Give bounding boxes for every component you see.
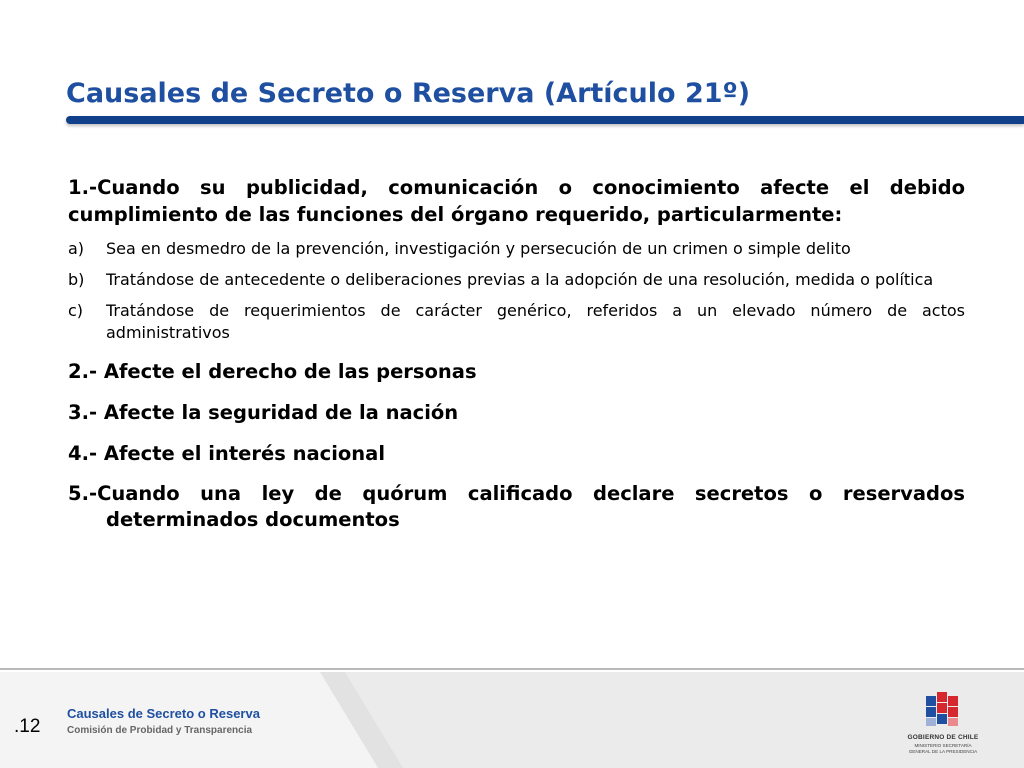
title-underline-bar: [66, 116, 1024, 124]
logo-text-line3: GENERAL DE LA PRESIDENCIA: [908, 748, 978, 754]
point-5: 5.-Cuando una ley de quórum calificado declare secretos o reservados determinados documentos: [68, 482, 965, 531]
logo-text-gobierno: GOBIERNO DE CHILE: [907, 734, 979, 741]
logo-text-ministerio: [902, 743, 984, 754]
point-4: 4.- Afecte el interés nacional: [68, 442, 386, 465]
sub-item-b: [68, 269, 965, 291]
point-2: 2.- Afecte el derecho de las personas: [68, 360, 477, 383]
footer: [0, 672, 1024, 768]
sub-item-a: [68, 238, 965, 260]
sub-item-marker: b): [68, 270, 85, 289]
point-3: 3.- Afecte la seguridad de la nación: [68, 401, 459, 424]
slide-content: [68, 174, 965, 547]
sub-item-text: Tratándose de requerimientos de carácter genérico, referidos a un elevado número de actos administrativos: [106, 301, 965, 342]
page-number: .12: [14, 716, 41, 737]
main-point: 1.-Cuando su publicidad, comunicación o conocimiento afecte el debido cumplimiento de las funciones del órgano requerido, particularmente:: [68, 176, 965, 226]
sub-item-c: [68, 300, 965, 344]
sub-item-marker: c): [68, 301, 84, 320]
footer-title: Causales de Secreto o Reserva: [67, 706, 260, 721]
footer-divider: [0, 668, 1024, 670]
slide-title: Causales de Secreto o Reserva (Artículo 21º): [66, 78, 751, 109]
sub-item-text: Sea en desmedro de la prevención, investigación y persecución de un crimen o simple delito: [106, 239, 851, 258]
sub-item-marker: a): [68, 239, 85, 258]
logo-text-line2: MINISTERIO SECRETARÍA: [914, 743, 972, 748]
sub-item-text: Tratándose de antecedente o deliberaciones previas a la adopción de una resolución, medida o política: [106, 270, 934, 289]
footer-subtitle: Comisión de Probidad y Transparencia: [67, 725, 253, 736]
